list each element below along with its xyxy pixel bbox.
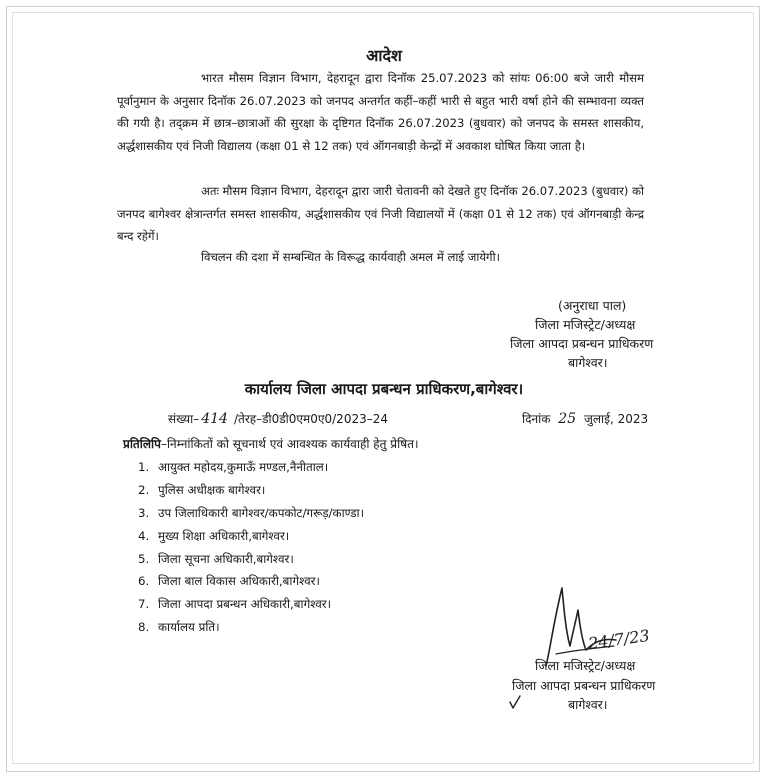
signatory-authority: जिला आपदा प्रबन्धन प्राधिकरण (510, 336, 654, 351)
list-item (138, 596, 331, 612)
list-item (138, 528, 289, 544)
order-paragraph-1-text: भारत मौसम विज्ञान विभाग, देहरादून द्वारा दिनॉक 25.07.2023 को सांयः 06:00 बजे जारी मौसम पूर्वानुमान के अनुसार दिनॉक 26.07.2023 को जनपद अन्तर्गत कहीं–कहीं भारी से बहुत भारी वर्षा होने की सम्भावना व्यक्त की गयी है। तद्क्रम में छात्र–छात्राओं की सुरक्षा के दृष्टिगत दिनॉक 26.07.2023 (बुधवार) को जनपद के समस्त शासकीय, अर्द्धशासकीय एवं निजी विद्यालय (कक्षा 01 से 12 तक) एवं ऑगनबाड़ी केन्द्रों में अवकाश घोषित किया जाता है। (117, 71, 644, 153)
list-item-text: जिला बाल विकास अधिकारी,बागेश्वर। (158, 574, 320, 588)
handwritten-date: 24/7/23 (586, 625, 651, 654)
list-item-text: कार्यालय प्रति। (158, 620, 220, 634)
reference-number (168, 410, 388, 427)
copy-label: प्रतिलिपि (123, 437, 161, 451)
list-item-number: 8. (138, 620, 150, 634)
list-item-number: 1. (138, 460, 150, 474)
reference-suffix: /तेरह–डी0डी0एम0ए0/2023–24 (233, 412, 388, 426)
list-item-number: 6. (138, 574, 150, 588)
reference-date (522, 410, 648, 427)
list-item-number: 2. (138, 483, 150, 497)
signatory-place-2: बागेश्वर। (568, 697, 608, 712)
reference-handwritten-number: 414 (201, 411, 228, 427)
list-item (138, 551, 294, 567)
list-item-number: 5. (138, 552, 150, 566)
date-rest: जुलाई, 2023 (583, 412, 649, 426)
list-item-text: जिला आपदा प्रबन्धन अधिकारी,बागेश्वर। (158, 597, 332, 611)
signatory-name: (अनुराधा पाल) (558, 298, 627, 313)
date-label: दिनांक (522, 412, 551, 426)
reference-prefix: संख्या– (168, 412, 200, 426)
signatory-authority-2: जिला आपदा प्रबन्धन प्राधिकरण (512, 678, 656, 693)
check-mark-icon (508, 694, 522, 710)
list-item-text: पुलिस अधीक्षक बागेश्वर। (158, 483, 266, 497)
list-item (138, 619, 220, 635)
order-paragraph-3 (117, 246, 644, 269)
office-heading: कार्यालय जिला आपदा प्रबन्धन प्राधिकरण,बागेश्वर। (244, 380, 524, 398)
list-item-number: 4. (138, 529, 150, 543)
order-paragraph-2 (117, 180, 644, 248)
list-item-text: आयुक्त महोदय,कुमाऊँ मण्डल,नैनीताल। (158, 460, 329, 474)
list-item-number: 7. (138, 597, 150, 611)
copy-text: –निम्नांकितों को सूचनार्थ एवं आवश्यक कार्यवाही हेतु प्रेषित। (160, 437, 419, 451)
list-item-text: उप जिलाधिकारी बागेश्वर/कपकोट/गरूड़/काण्डा। (158, 506, 365, 520)
list-item (138, 573, 320, 589)
list-item-text: जिला सूचना अधिकारी,बागेश्वर। (158, 552, 294, 566)
order-paragraph-1 (117, 67, 644, 157)
order-title: आदेश (366, 46, 402, 65)
signatory-designation: जिला मजिस्ट्रेट/अध्यक्ष (535, 317, 636, 332)
signatory-place: बागेश्वर। (568, 355, 608, 370)
order-paragraph-2-text: अतः मौसम विज्ञान विभाग, देहरादून द्वारा जारी चेतावनी को देखते हुए दिनॉक 26.07.2023 (बुधवार) को जनपद बागेश्वर क्षेत्रान्तर्गत समस्त शासकीय, अर्द्धशासकीय एवं निजी विद्यालयों में (कक्षा 01 से 12 तक) एवं ऑगनबाड़ी केन्द्र बन्द रहेगें। (117, 184, 645, 243)
signatory-designation-2: जिला मजिस्ट्रेट/अध्यक्ष (535, 658, 636, 673)
list-item (138, 505, 364, 521)
list-item-number: 3. (138, 506, 150, 520)
order-paragraph-3-text: विचलन की दशा में सम्बन्धित के विरूद्ध कार्यवाही अमल में लाई जायेगी। (201, 250, 500, 264)
list-item (138, 482, 265, 498)
copy-to-line (123, 435, 419, 452)
list-item-text: मुख्य शिक्षा अधिकारी,बागेश्वर। (158, 529, 290, 543)
date-handwritten-day: 25 (558, 411, 577, 427)
list-item (138, 459, 328, 475)
